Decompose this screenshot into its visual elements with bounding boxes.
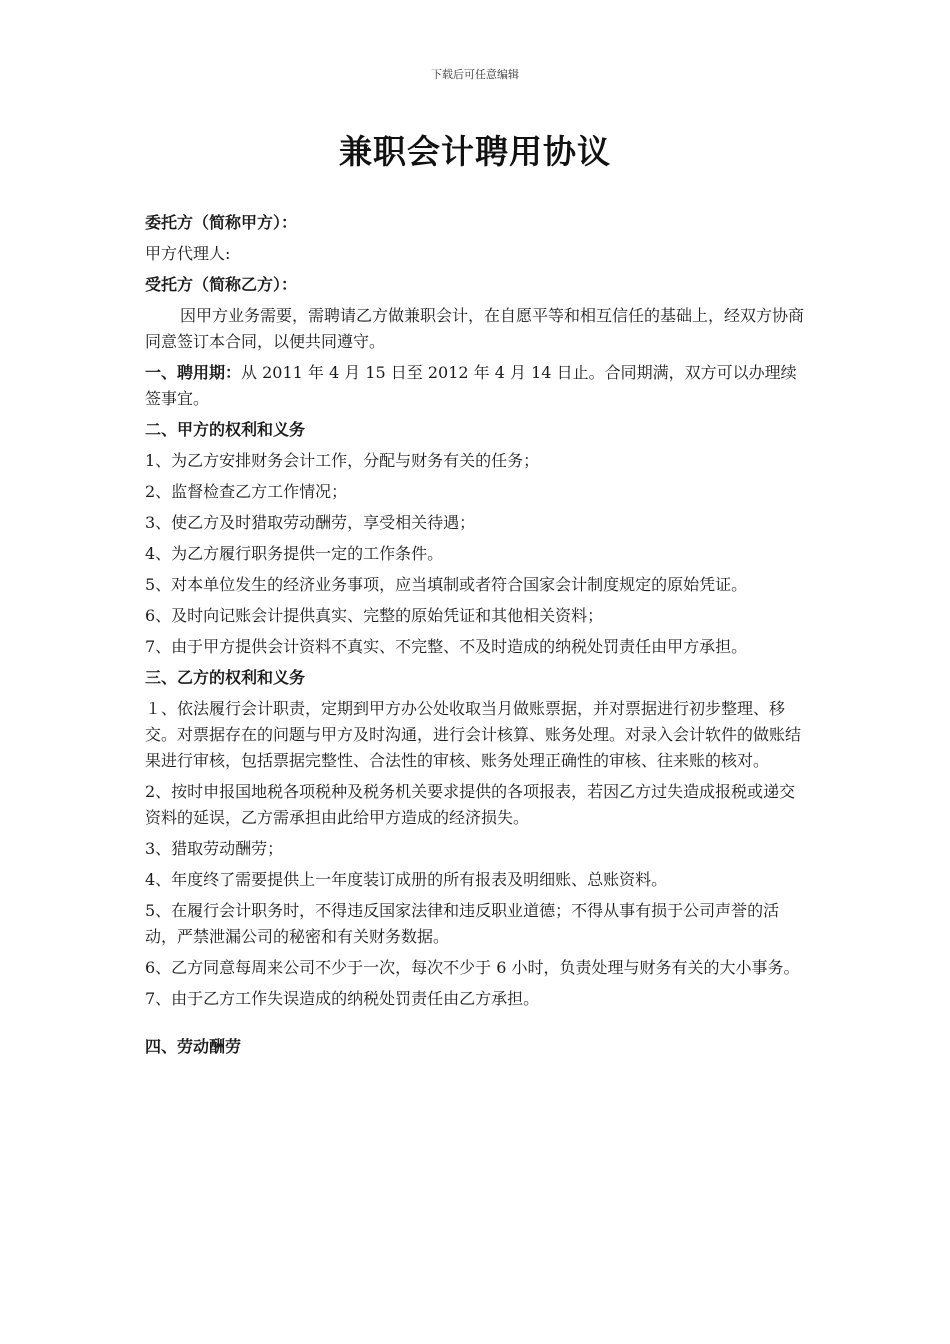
section-3-heading: 三、乙方的权利和义务 <box>145 668 306 687</box>
section-3-item: 7、由于乙方工作失误造成的纳税处罚责任由乙方承担。 <box>145 989 540 1008</box>
party-a-label: 委托方（简称甲方）： <box>145 213 298 232</box>
section-2-item: 4、为乙方履行职务提供一定的工作条件。 <box>145 544 444 563</box>
party-b-label: 受托方（简称乙方）： <box>145 275 298 294</box>
section-3-item: 5、在履行会计职务时，不得违反国家法律和违反职业道德；不得从事有损于公司声誉的活动，严禁泄漏公司的秘密和有关财务数据。 <box>145 901 780 946</box>
party-a-agent: 甲方代理人: <box>145 244 231 263</box>
document-body <box>145 210 810 1065</box>
section-2-heading: 二、甲方的权利和义务 <box>145 420 306 439</box>
section-2-item: 6、及时向记账会计提供真实、完整的原始凭证和其他相关资料； <box>145 606 604 625</box>
section-3-item: 4、年度终了需要提供上一年度装订成册的所有报表及明细账、总账资料。 <box>145 870 668 889</box>
header-note: 下载后可任意编辑 <box>431 68 519 81</box>
section-2-item: 2、监督检查乙方工作情况； <box>145 482 348 501</box>
section-1 <box>145 360 810 412</box>
document-title: 兼职会计聘用协议 <box>339 132 611 171</box>
section-1-heading: 一、聘用期： <box>145 363 242 382</box>
section-2-item: 1、为乙方安排财务会计工作，分配与财务有关的任务； <box>145 451 540 470</box>
section-3-item: 3、猎取劳动酬劳； <box>145 839 284 858</box>
section-3-item: １、依法履行会计职责，定期到甲方办公处收取当月做账票据，并对票据进行初步整理、移交。对票据存在的问题与甲方及时沟通，进行会计核算、账务处理。对录入会计软件的做账结果进行审核，包括票据完整性、合法性的审核、账务处理正确性的审核、往来账的核对。 <box>145 699 802 770</box>
section-2-item: 5、对本单位发生的经济业务事项，应当填制或者符合国家会计制度规定的原始凭证。 <box>145 575 748 594</box>
section-2-item: 7、由于甲方提供会计资料不真实、不完整、不及时造成的纳税处罚责任由甲方承担。 <box>145 637 748 656</box>
section-3-item: 2、按时申报国地税各项税种及税务机关要求提供的各项报表，若因乙方过失造成报税或递交资料的延误，乙方需承担由此给甲方造成的经济损失。 <box>145 782 796 827</box>
section-2-item: 3、使乙方及时猎取劳动酬劳，享受相关待遇； <box>145 513 476 532</box>
preamble-paragraph: 因甲方业务需要，需聘请乙方做兼职会计，在自愿平等和相互信任的基础上，经双方协商同意签订本合同，以便共同遵守。 <box>145 306 805 351</box>
section-1-text: 从 2011 年 4 月 15 日至 2012 年 4 月 14 日止。合同期满，双方可以办理续签事宜。 <box>145 363 797 408</box>
section-4-heading: 四、劳动酬劳 <box>145 1037 242 1056</box>
section-3-item: 6、乙方同意每周来公司不少于一次，每次不少于 6 小时，负责处理与财务有关的大小事务。 <box>145 958 800 977</box>
